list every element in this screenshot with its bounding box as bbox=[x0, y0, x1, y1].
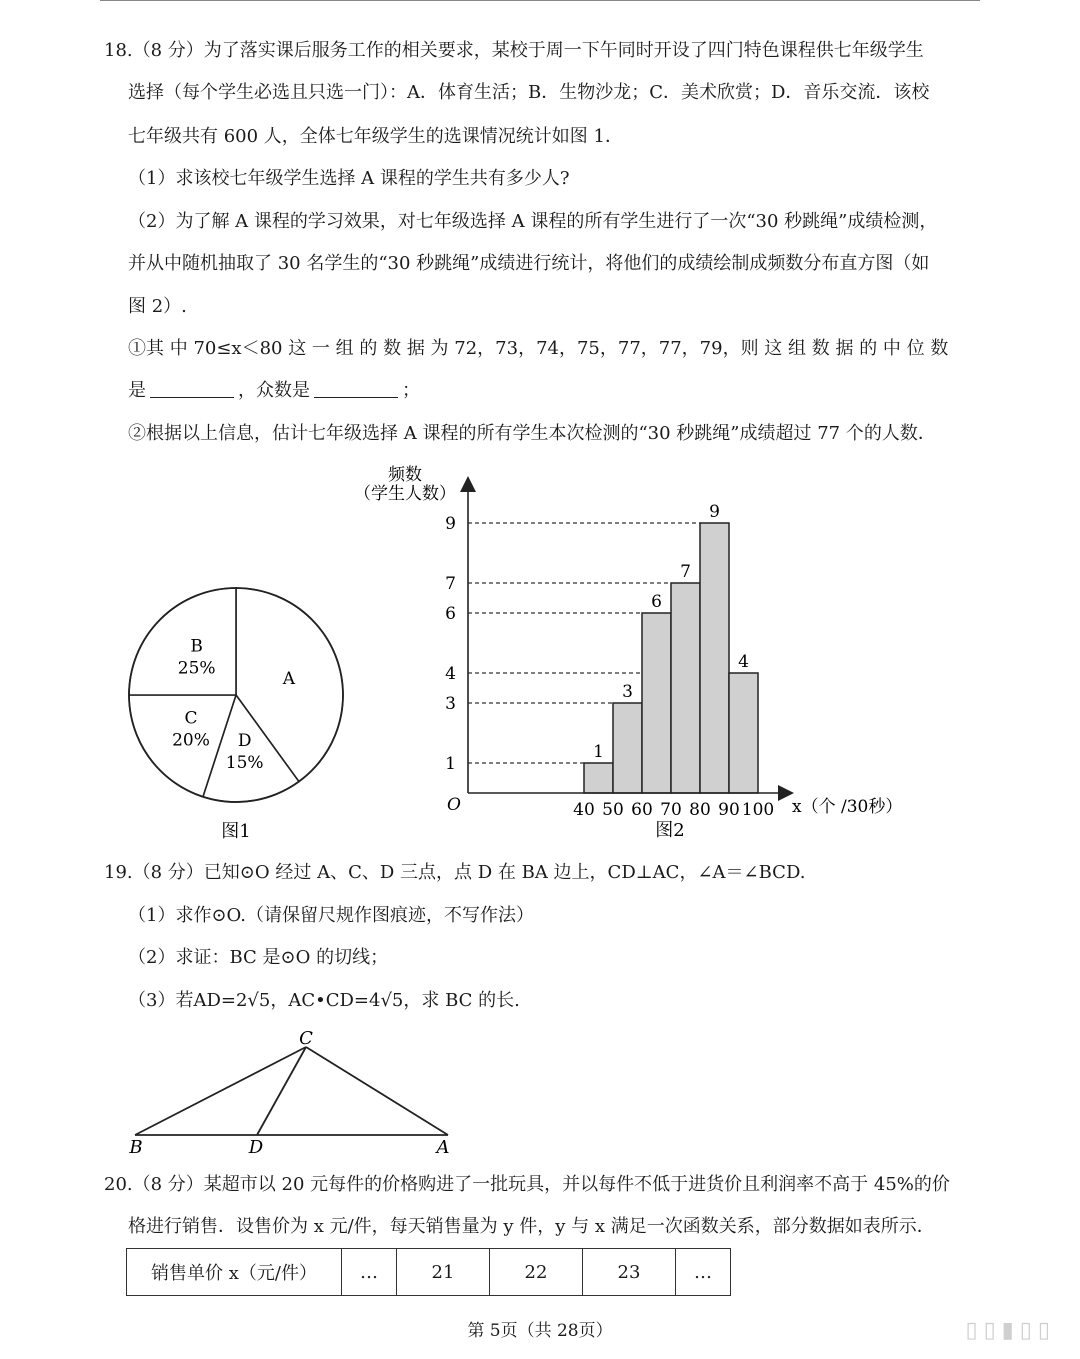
table-cell: … bbox=[676, 1249, 731, 1296]
histogram-x-tick-label: 50 bbox=[602, 800, 624, 820]
histogram-y-tick-label: 1 bbox=[445, 754, 456, 774]
table-row bbox=[127, 1249, 731, 1296]
page-footer: 第 5页（共 28页） bbox=[467, 1321, 613, 1341]
back-icon[interactable]: ▯ bbox=[965, 1318, 984, 1343]
table-cell-header: 销售单价 x（元/件） bbox=[127, 1249, 342, 1296]
histogram-y-tick-label: 9 bbox=[445, 514, 456, 534]
histogram-ylabel-line2: （学生人数） bbox=[354, 484, 456, 504]
histogram-y-tick-label: 6 bbox=[445, 604, 456, 624]
q18-sub1-end: ； bbox=[402, 380, 420, 401]
q19-line1: 19.（8 分）已知⊙O 经过 A、C、D 三点，点 D 在 BA 边上，CD⊥AC，∠A＝∠BCD. bbox=[104, 862, 806, 883]
table-cell: … bbox=[342, 1249, 397, 1296]
q19-part2: （2）求证：BC 是⊙O 的切线； bbox=[128, 947, 389, 968]
price-table bbox=[126, 1248, 731, 1296]
figure1-caption: 图1 bbox=[221, 821, 251, 842]
histogram-bar bbox=[700, 523, 729, 793]
q18-part2-line3: 图 2）. bbox=[128, 296, 187, 317]
q20-line2: 格进行销售．设售价为 x 元/件，每天销售量为 y 件，y 与 x 满足一次函数关系，部分数据如表所示． bbox=[128, 1216, 935, 1237]
histogram-x-tick-label: 80 bbox=[689, 800, 711, 820]
histogram-xlabel: x（个 /30秒） bbox=[792, 797, 903, 817]
segment-BC bbox=[135, 1047, 306, 1135]
histogram-figure2 bbox=[350, 458, 910, 848]
table-cell: 22 bbox=[490, 1249, 583, 1296]
histogram-y-tick-label: 4 bbox=[445, 664, 456, 684]
top-rule bbox=[100, 0, 980, 1]
histogram-y-tick-label: 7 bbox=[445, 574, 456, 594]
pages-icon[interactable]: ▮ bbox=[1001, 1318, 1020, 1343]
histogram-ylabel-line1: 频数 bbox=[388, 465, 422, 485]
pie-slice-B bbox=[129, 588, 236, 695]
q19-part3: （3）若AD=2√5，AC•CD=4√5，求 BC 的长. bbox=[128, 990, 520, 1011]
more-icon[interactable]: ▯ bbox=[1037, 1318, 1056, 1343]
bookmark-icon[interactable]: ▯ bbox=[1019, 1318, 1038, 1343]
triangle-figure bbox=[120, 1025, 470, 1160]
figure2-caption: 图2 bbox=[655, 820, 685, 841]
q18-sub1-line2 bbox=[128, 378, 420, 404]
point-label-A: A bbox=[436, 1137, 450, 1158]
forward-icon[interactable]: ▯ bbox=[983, 1318, 1002, 1343]
histogram-x-tick-label: 40 bbox=[573, 800, 595, 820]
histogram-bar bbox=[584, 763, 613, 793]
pie-label-B: B bbox=[190, 636, 203, 657]
histogram-bar-label: 7 bbox=[680, 562, 691, 582]
q18-part2-line1: （2）为了解 A 课程的学习效果，对七年级选择 A 课程的所有学生进行了一次“30 秒跳绳”成绩检测， bbox=[128, 211, 938, 232]
q18-line2: 选择（每个学生必选且只选一门）：A．体育生活；B．生物沙龙；C．美术欣赏；D．音乐交流．该校 bbox=[128, 82, 930, 103]
histogram-bar-label: 4 bbox=[738, 652, 749, 672]
q20-line1: 20.（8 分）某超市以 20 元每件的价格购进了一批玩具，并以每件不低于进货价且利润率不高于 45%的价 bbox=[104, 1174, 950, 1195]
pie-percent-C: 20% bbox=[172, 730, 210, 751]
q19-part1: （1）求作⊙O.（请保留尺规作图痕迹，不写作法） bbox=[128, 905, 534, 926]
histogram-x-tick-label: 90 bbox=[718, 800, 740, 820]
histogram-x-tick-label: 60 bbox=[631, 800, 653, 820]
point-label-D: D bbox=[248, 1137, 264, 1158]
histogram-x-tick-label: 70 bbox=[660, 800, 682, 820]
pie-label-A: A bbox=[282, 668, 296, 689]
histogram-bar-label: 9 bbox=[709, 502, 720, 522]
histogram-origin-label: O bbox=[447, 795, 461, 815]
pie-label-C: C bbox=[184, 708, 198, 729]
histogram-bar-label: 3 bbox=[622, 682, 633, 702]
pie-label-D: D bbox=[237, 730, 252, 751]
point-label-B: B bbox=[129, 1137, 143, 1158]
histogram-bar bbox=[613, 703, 642, 793]
histogram-bar bbox=[671, 583, 700, 793]
histogram-y-tick-label: 3 bbox=[445, 694, 456, 714]
segment-CA bbox=[306, 1047, 448, 1135]
pie-percent-B: 25% bbox=[177, 658, 216, 679]
histogram-bar bbox=[642, 613, 671, 793]
histogram-bar-label: 6 bbox=[651, 592, 662, 612]
reader-nav-bar bbox=[965, 1318, 1056, 1343]
q18-sub1-mid: ，众数是 bbox=[238, 380, 310, 401]
point-label-C: C bbox=[299, 1028, 313, 1049]
table-cell: 23 bbox=[583, 1249, 676, 1296]
q18-part1: （1）求该校七年级学生选择 A 课程的学生共有多少人? bbox=[128, 168, 570, 189]
table-cell: 21 bbox=[397, 1249, 490, 1296]
median-answer-blank[interactable] bbox=[150, 379, 234, 398]
histogram-bar-label: 1 bbox=[593, 742, 604, 762]
pie-chart-figure1 bbox=[120, 580, 360, 850]
histogram-x-tick-label: 100 bbox=[741, 800, 775, 820]
q18-sub1-prefix: 是 bbox=[128, 380, 146, 401]
q18-line3: 七年级共有 600 人，全体七年级学生的选课情况统计如图 1． bbox=[128, 126, 623, 147]
q18-sub2: ②根据以上信息，估计七年级选择 A 课程的所有学生本次检测的“30 秒跳绳”成绩超过 77 个的人数． bbox=[128, 423, 936, 444]
q18-line1: 18.（8 分）为了落实课后服务工作的相关要求，某校于周一下午同时开设了四门特色课程供七年级学生 bbox=[104, 40, 924, 61]
mode-answer-blank[interactable] bbox=[314, 379, 398, 398]
histogram-bar bbox=[729, 673, 758, 793]
pie-percent-D: 15% bbox=[225, 752, 264, 773]
q18-sub1-line1: ①其 中 70≤x＜80 这 一 组 的 数 据 为 72，73，74，75，77，77，79，则 这 组 数 据 的 中 位 数 bbox=[128, 338, 949, 359]
q18-part2-line2: 并从中随机抽取了 30 名学生的“30 秒跳绳”成绩进行统计，将他们的成绩绘制成频数分布直方图（如 bbox=[128, 253, 930, 274]
